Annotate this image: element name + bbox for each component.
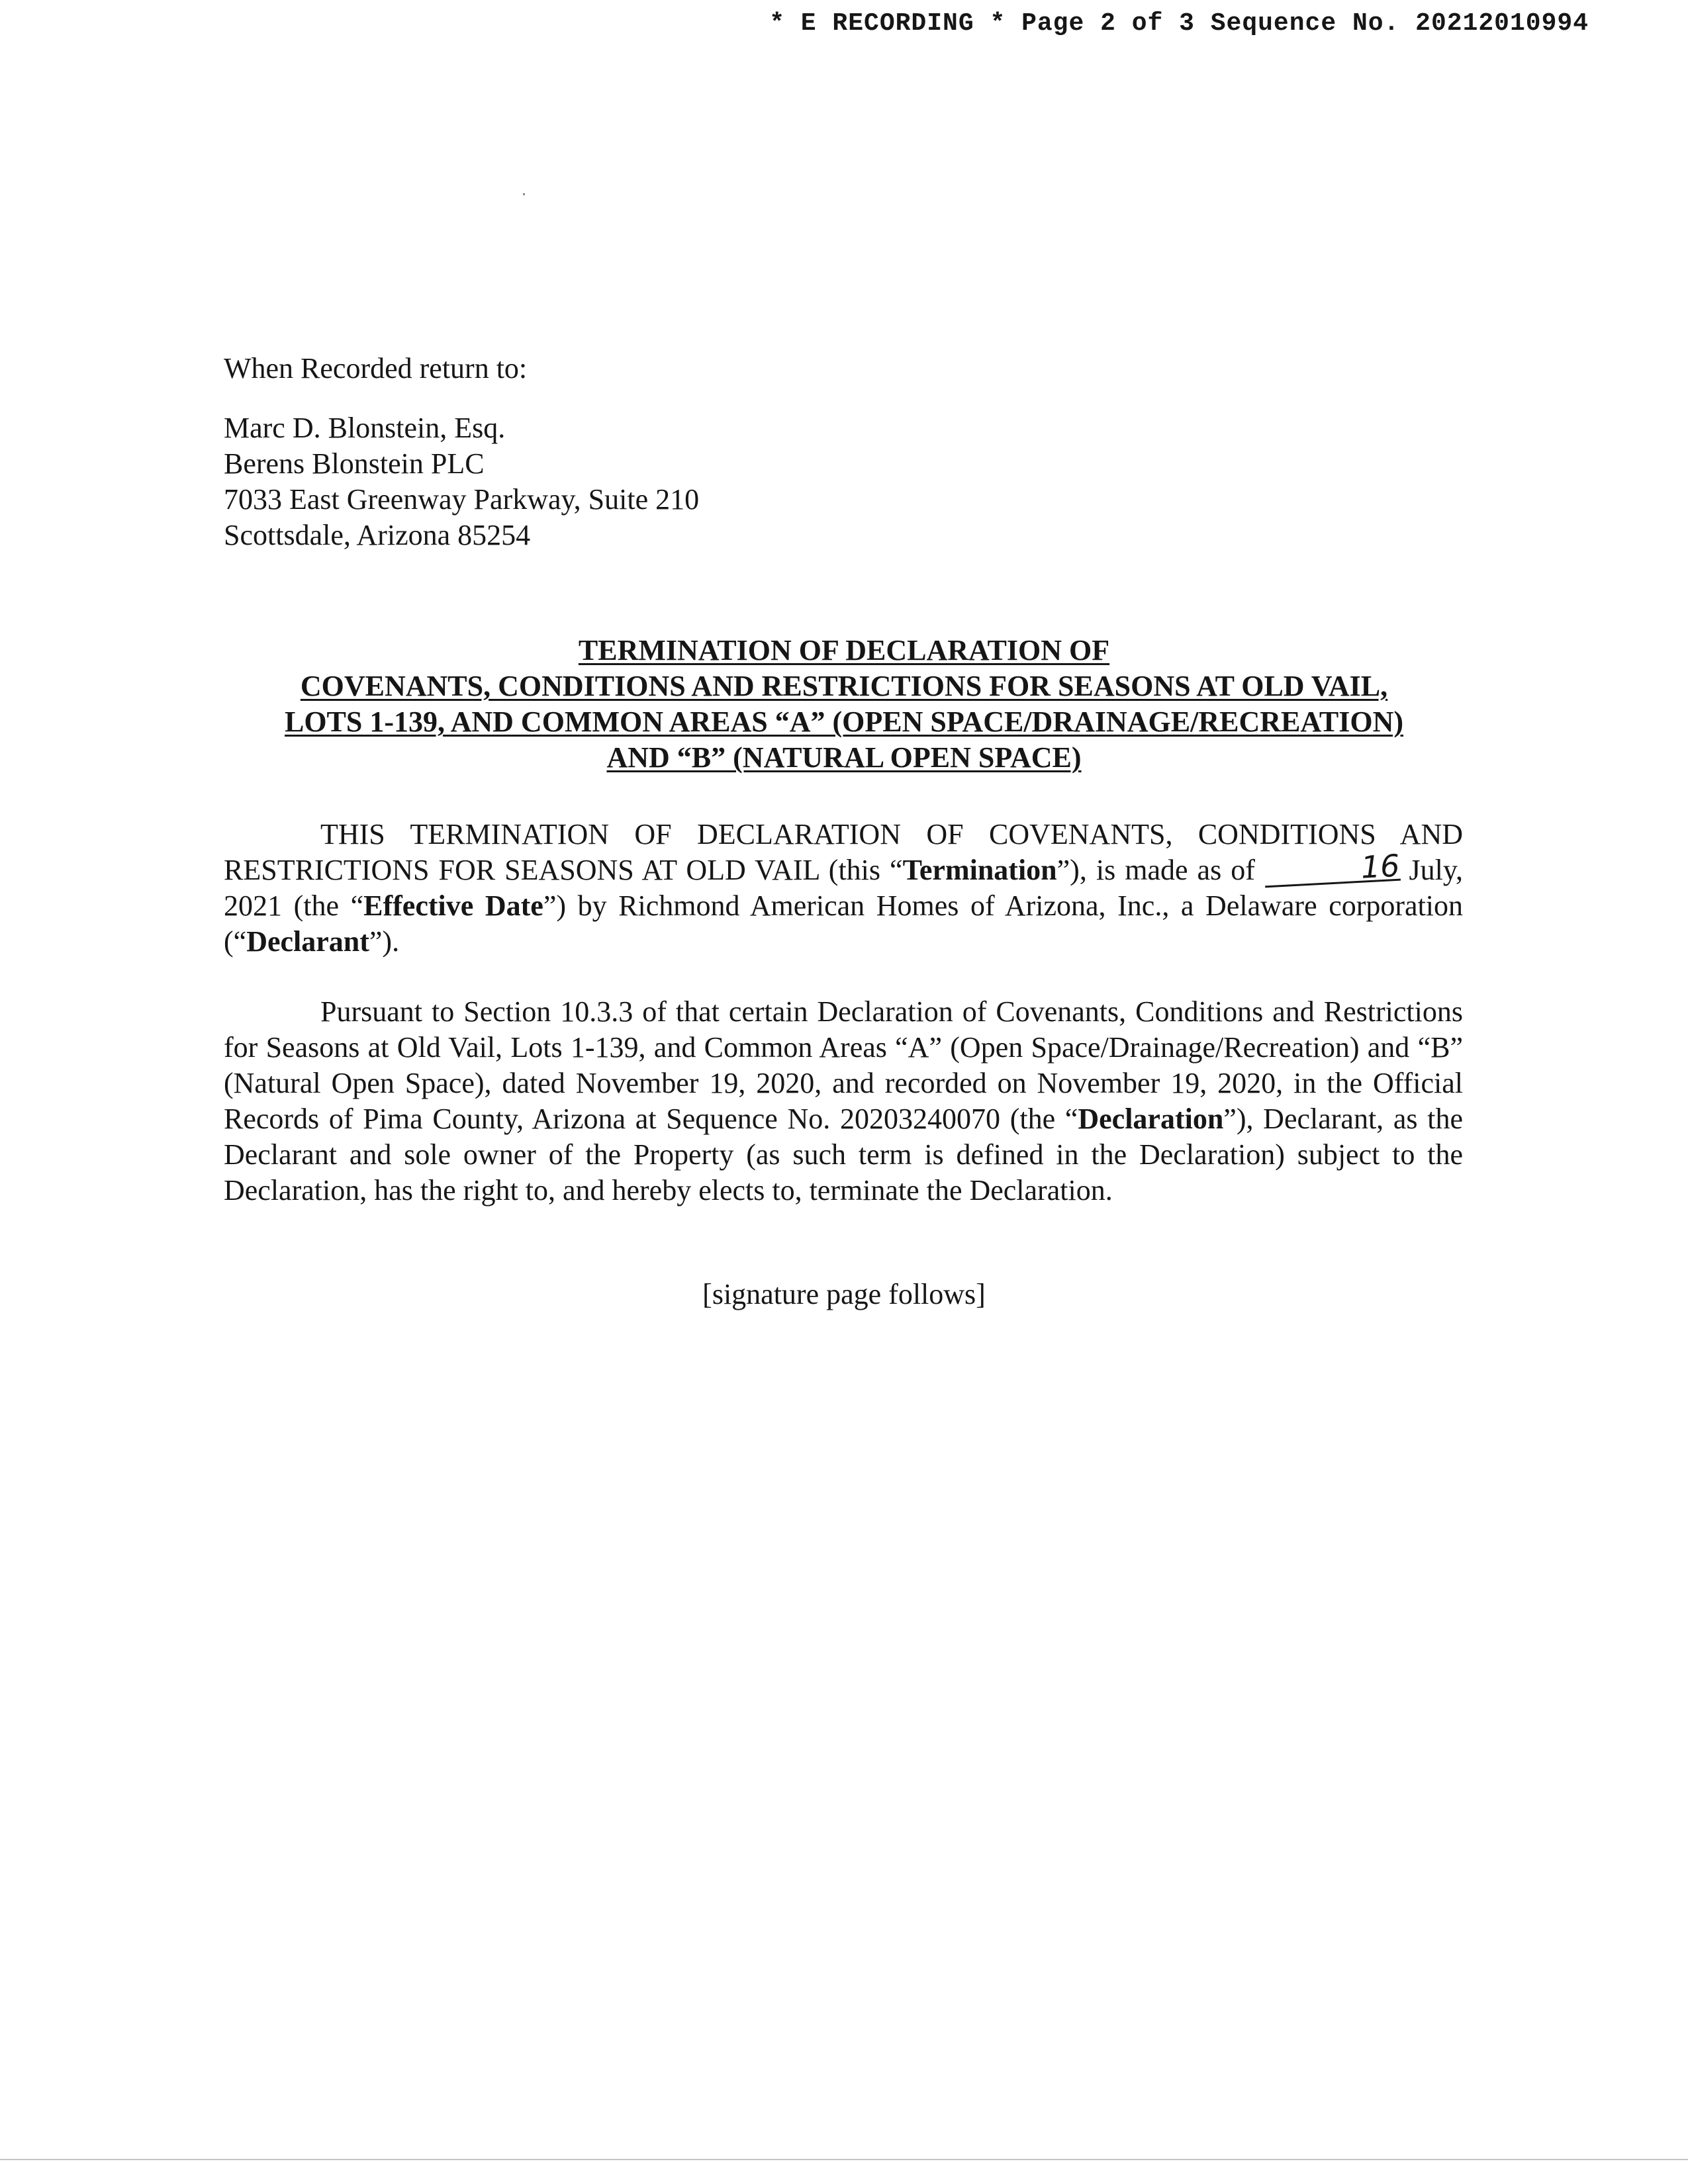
return-city: Scottsdale, Arizona 85254 <box>224 519 531 551</box>
para1-text-b: ”), is made as of <box>1056 854 1264 886</box>
term-termination: Termination <box>902 854 1057 886</box>
return-firm: Berens Blonstein PLC <box>224 447 485 480</box>
return-address-block <box>224 351 699 553</box>
title-line-3: LOTS 1-139, AND COMMON AREAS “A” (OPEN SPACE/DRAINAGE/RECREATION) <box>284 705 1404 738</box>
return-street: 7033 East Greenway Parkway, Suite 210 <box>224 483 700 516</box>
pursuant-paragraph <box>224 994 1463 1208</box>
term-declaration: Declaration <box>1078 1103 1224 1135</box>
recording-header: * E RECORDING * Page 2 of 3 Sequence No. 20212010994 <box>769 9 1589 38</box>
document-title <box>218 633 1470 776</box>
handwritten-day: 16 <box>1264 852 1401 888</box>
title-line-1: TERMINATION OF DECLARATION OF <box>578 634 1110 666</box>
termination-paragraph <box>224 817 1463 960</box>
title-line-2: COVENANTS, CONDITIONS AND RESTRICTIONS FOR SEASONS AT OLD VAIL, <box>300 670 1388 702</box>
scan-edge-line <box>0 2159 1688 2160</box>
para2-text-a: Pursuant to Section 10.3.3 of that certain Declaration of Covenants, Conditions and Restrictions for Seasons at Old Vail, Lots 1-139, and Common Areas “A” (Open Space/Drainage/Recreation) and “B” (Natural Open Space), dated November 19, 2020, and recorded on November 19, 2020, in the Official Records of Pima County, Arizona at Sequence No. 20203240070 (the “ <box>224 995 1463 1135</box>
para2-text-b: ”), Declarant, as the Declarant and sole owner of the Property (as such term is defined in the Declaration) subject to the Declaration, has the right to, and hereby elects to, terminate the Declaration. <box>224 1103 1463 1206</box>
title-line-4: AND “B” (NATURAL OPEN SPACE) <box>606 741 1082 774</box>
return-label: When Recorded return to: <box>224 352 528 385</box>
term-declarant: Declarant <box>246 925 369 958</box>
para1-text-c: July, 2021 (the “ <box>224 854 1463 922</box>
term-effective-date: Effective Date <box>363 889 543 922</box>
return-name: Marc D. Blonstein, Esq. <box>224 412 506 444</box>
para1-text-d: ”) by Richmond American Homes of Arizona, Inc., a Delaware corporation (“ <box>224 889 1464 958</box>
para1-text-a: THIS TERMINATION OF DECLARATION OF COVENANTS, CONDITIONS AND RESTRICTIONS FOR SEASONS AT OLD VAIL (this “ <box>224 818 1463 886</box>
signature-page-note: [signature page follows] <box>702 1278 986 1310</box>
scan-speck <box>523 193 525 195</box>
para1-text-e: ”). <box>369 925 400 958</box>
